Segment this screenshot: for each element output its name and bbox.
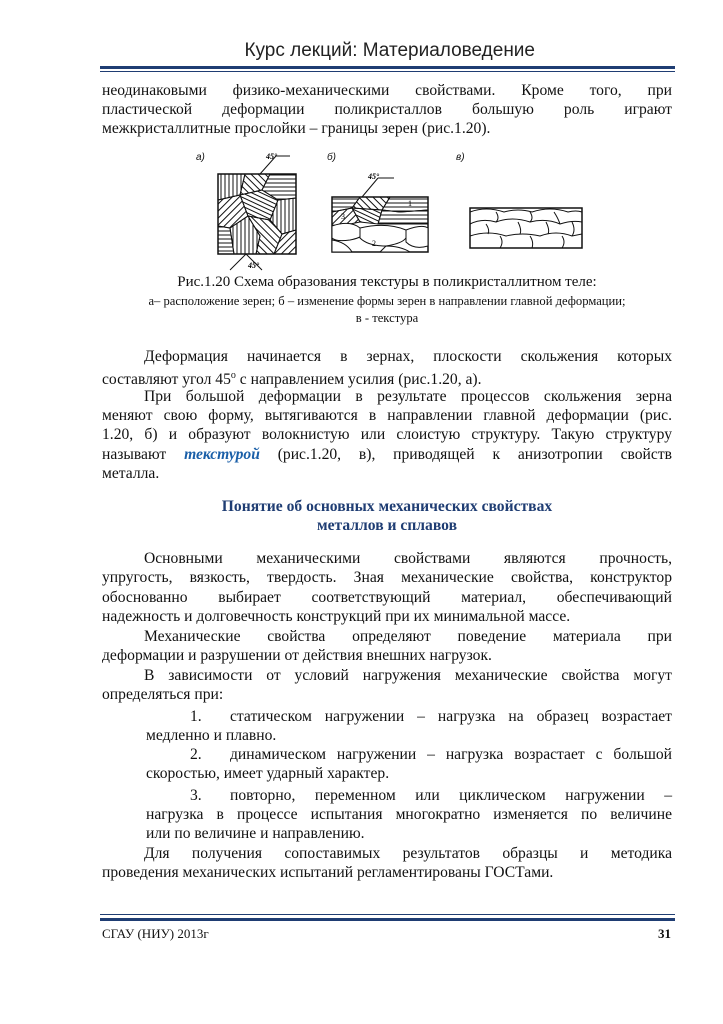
intro-line-1: неодинаковыми физико-механическими свойствами. Кроме того, при <box>102 82 672 99</box>
figure-label-a: а) <box>196 152 205 163</box>
para2-line-4-a: называют <box>102 446 185 463</box>
intro-line-2: пластической деформации поликристаллов большую роль играют <box>102 101 672 118</box>
para1-line-1: Деформация начинается в зернах, плоскости скольжения которых <box>144 348 672 365</box>
list-item-2-line-2: скоростью, имеет ударный характер. <box>146 765 390 782</box>
para3-line-1: Основными механическими свойствами являются прочность, <box>144 550 672 567</box>
figure-label-c: в) <box>456 152 465 163</box>
para2-line-2: меняют свою форму, вытягиваются в направлении главной деформации (рис. <box>102 407 672 424</box>
list-item-3-line-3: или по величине и направлению. <box>146 825 365 842</box>
para3-line-3: обоснованно выбирает соответствующий материал, обеспечивающий <box>102 589 672 606</box>
figure-caption-line-2: в - текстура <box>355 311 419 325</box>
list-item-3-line-1: повторно, переменном или циклическом нагружении – <box>230 787 672 804</box>
grain-number-3: 3 <box>341 212 345 221</box>
list-item-2-line-1: динамическом нагружении – нагрузка возрастает с большой <box>230 746 672 763</box>
texture-figure <box>200 150 600 275</box>
para1-line-2-a: составляют угол 45 <box>102 371 231 389</box>
angle-label-a-bottom: 45° <box>248 261 260 270</box>
figure-b-deformed <box>332 172 428 252</box>
para2-line-3: 1.20, б) и образуют волокнистую или слоистую структуру. Такую структуру <box>102 426 672 443</box>
para5-line-2: определяться при: <box>102 686 224 703</box>
degree-sup: о <box>230 370 236 381</box>
page-number: 31 <box>658 926 671 941</box>
footer-rule-thin <box>100 914 675 915</box>
section-heading-line-2: металлов и сплавов <box>316 517 458 534</box>
footer-rule-thick <box>100 918 675 921</box>
term-texture: текстурой <box>184 446 260 463</box>
para1-line-2-b: с направлением усилия (рис.1.20, а). <box>235 371 482 389</box>
para3-line-4: надежность и долговечность конструкций при их минимальной массе. <box>102 608 571 625</box>
para2-line-4 <box>102 445 672 464</box>
para2-line-5: металла. <box>102 465 160 482</box>
figure-a-polycrystal <box>218 152 296 270</box>
grain-number-1: 1 <box>408 199 412 208</box>
angle-label-a-top: 45° <box>266 152 278 161</box>
para4-line-1: Механические свойства определяют поведение материала при <box>144 628 672 645</box>
figure-caption-line-1: а– расположение зерен; б – изменение формы зерен в направлении главной деформации; <box>148 294 626 308</box>
header-rule-thin <box>100 71 675 72</box>
list-item-1-number: 1. <box>190 708 202 725</box>
para6-line-1: Для получения сопоставимых результатов образцы и методика <box>144 845 672 862</box>
para1-line-2 <box>102 366 672 389</box>
footer-institution: СГАУ (НИУ) 2013г <box>102 926 209 941</box>
intro-line-3: межкристаллитные прослойки – границы зерен (рис.1.20). <box>102 120 491 137</box>
list-item-3-number: 3. <box>190 787 202 804</box>
grain-number-2: 2 <box>372 239 376 248</box>
para3-line-2: упругость, вязкость, твердость. Зная механические свойства, конструктор <box>102 569 672 586</box>
figure-caption-title: Рис.1.20 Схема образования текстуры в поликристаллитном теле: <box>177 274 597 290</box>
list-item-2-number: 2. <box>190 746 202 763</box>
header-rule-thick <box>100 66 675 69</box>
angle-label-b: 45° <box>368 172 380 181</box>
list-item-3-line-2: нагрузка в процессе испытания многократно изменяется по величине <box>146 806 672 823</box>
list-item-1-line-1: статическом нагружении – нагрузка на образец возрастает <box>230 708 672 725</box>
para5-line-1: В зависимости от условий нагружения механические свойства могут <box>144 667 672 684</box>
figure-label-b: б) <box>327 152 336 163</box>
para2-line-4-b: (рис.1.20, в), приводящей к анизотропии свойств <box>259 446 673 463</box>
section-heading-line-1: Понятие об основных механических свойствах <box>221 498 553 515</box>
para6-line-2: проведения механических испытаний регламентированы ГОСТами. <box>102 864 554 881</box>
para4-line-2: деформации и разрушении от действия внешних нагрузок. <box>102 647 492 664</box>
header-title: Курс лекций: Материаловедение <box>244 40 535 61</box>
list-item-1-line-2: медленно и плавно. <box>146 727 277 744</box>
para2-line-1: При большой деформации в результате процессов скольжения зерна <box>144 388 672 405</box>
figure-c-texture <box>470 208 582 248</box>
